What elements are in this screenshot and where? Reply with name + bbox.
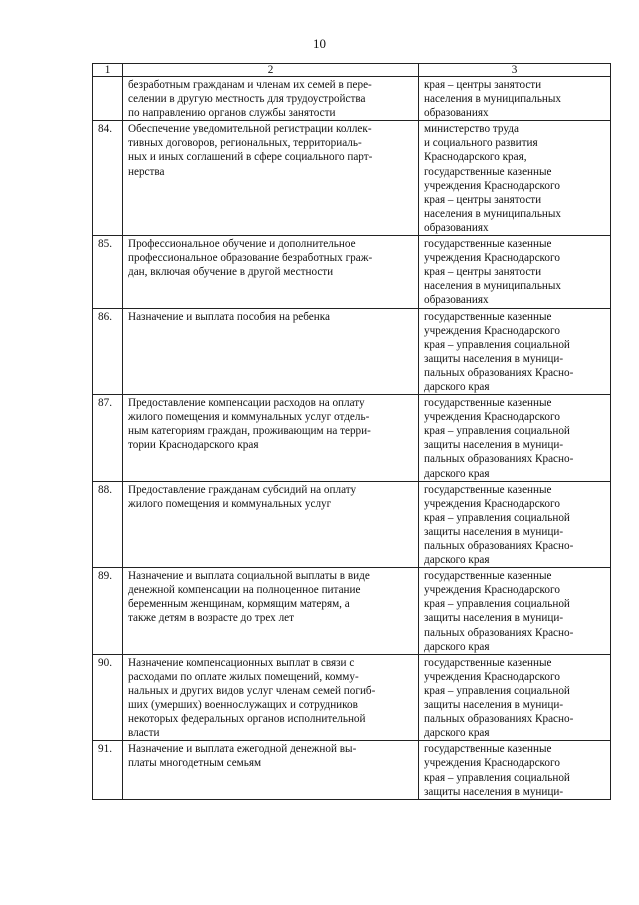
provider-text-line: края – управления социальной <box>424 425 570 438</box>
table-row <box>93 481 611 568</box>
header-col-3: 3 <box>419 64 611 77</box>
table-row <box>93 308 611 395</box>
service-text-line: Предоставление гражданам субсидий на оплату <box>128 483 357 496</box>
service-name-cell <box>123 236 419 308</box>
table-row <box>93 568 611 655</box>
provider-text-line: защиты населения в муници- <box>424 699 564 712</box>
provider-cell <box>419 395 611 482</box>
table-row <box>93 654 611 741</box>
row-number: 90. <box>93 654 123 741</box>
table-row <box>93 395 611 482</box>
provider-text-line: населения в муниципальных <box>424 280 562 293</box>
row-number: 86. <box>93 308 123 395</box>
provider-text-line: образованиях <box>424 107 489 120</box>
provider-cell <box>419 654 611 741</box>
provider-text-line: пальных образованиях Красно- <box>424 453 574 466</box>
service-name-cell <box>123 77 419 121</box>
table-header-row <box>93 64 611 77</box>
provider-text-line: дарского края <box>424 727 490 740</box>
service-text-line: жилого помещения и коммунальных услуг <box>128 497 332 510</box>
provider-text-line: учреждения Краснодарского <box>424 324 560 337</box>
provider-text-line: учреждения Краснодарского <box>424 497 560 510</box>
service-text-line: нерства <box>128 165 165 178</box>
provider-text-line: защиты населения в муници- <box>424 352 564 365</box>
service-name-cell <box>123 654 419 741</box>
table-row <box>93 741 611 799</box>
provider-text-line: пальных образованиях Красно- <box>424 366 574 379</box>
table-row <box>93 77 611 121</box>
row-number: 85. <box>93 236 123 308</box>
service-text-line: ным категориям граждан, проживающим на терри- <box>128 425 371 438</box>
provider-text-line: государственные казенные <box>424 165 552 178</box>
row-number: 87. <box>93 395 123 482</box>
provider-text-line: государственные казенные <box>424 483 552 496</box>
service-text-line: Обеспечение уведомительной регистрации коллек- <box>128 123 372 136</box>
service-name-cell <box>123 568 419 655</box>
provider-text-line: края – центры занятости <box>424 266 542 279</box>
provider-text-line: пальных образованиях Красно- <box>424 540 574 552</box>
service-name-cell <box>123 308 419 395</box>
provider-text-line: края – центры занятости <box>424 79 542 91</box>
provider-text-line: учреждения Краснодарского <box>424 411 560 424</box>
provider-text-line: учреждения Краснодарского <box>424 252 560 265</box>
provider-text-line: пальных образованиях Красно- <box>424 626 574 639</box>
service-text-line: безработным гражданам и членам их семей в пере- <box>128 79 372 91</box>
service-text-line: власти <box>128 727 160 740</box>
service-text-line: тории Краснодарского края <box>128 439 259 452</box>
header-col-1: 1 <box>93 64 123 77</box>
provider-cell <box>419 741 611 799</box>
row-number: 88. <box>93 481 123 568</box>
provider-text-line: населения в муниципальных <box>424 207 562 220</box>
row-number: 91. <box>93 741 123 799</box>
provider-text-line: края – управления социальной <box>424 684 570 697</box>
service-name-cell <box>123 481 419 568</box>
provider-text-line: Краснодарского края, <box>424 151 527 164</box>
service-text-line: платы многодетным семьям <box>128 757 262 770</box>
provider-text-line: защиты населения в муници- <box>424 525 564 538</box>
provider-text-line: защиты населения в муници- <box>424 785 564 798</box>
provider-text-line: пальных образованиях Красно- <box>424 713 574 726</box>
provider-text-line: государственные казенные <box>424 310 552 323</box>
provider-text-line: образованиях <box>424 221 489 234</box>
service-text-line: профессиональное образование безработных граж- <box>128 252 373 265</box>
services-table <box>92 63 611 800</box>
provider-text-line: образованиях <box>424 294 489 307</box>
service-text-line: Назначение и выплата пособия на ребенка <box>128 310 330 323</box>
provider-text-line: дарского края <box>424 467 490 480</box>
service-text-line: Предоставление компенсации расходов на оплату <box>128 397 365 410</box>
provider-text-line: государственные казенные <box>424 743 552 756</box>
provider-cell <box>419 236 611 308</box>
header-col-2: 2 <box>123 64 419 77</box>
provider-text-line: края – управления социальной <box>424 771 570 784</box>
provider-text-line: учреждения Краснодарского <box>424 670 560 683</box>
provider-cell <box>419 77 611 121</box>
provider-text-line: края – управления социальной <box>424 511 570 524</box>
service-text-line: Профессиональное обучение и дополнительное <box>128 238 356 251</box>
service-text-line: также детям в возрасте до трех лет <box>128 612 295 625</box>
provider-text-line: края – управления социальной <box>424 598 570 611</box>
provider-text-line: государственные казенные <box>424 238 552 251</box>
provider-cell <box>419 568 611 655</box>
provider-cell <box>419 481 611 568</box>
service-text-line: по направлению органов службы занятости <box>128 107 336 120</box>
provider-text-line: дарского края <box>424 380 490 393</box>
service-text-line: ных и иных соглашений в сфере социального парт- <box>128 151 373 164</box>
service-name-cell <box>123 121 419 236</box>
provider-text-line: защиты населения в муници- <box>424 612 564 625</box>
provider-text-line: государственные казенные <box>424 656 552 669</box>
provider-text-line: и социального развития <box>424 137 538 150</box>
provider-text-line: защиты населения в муници- <box>424 439 564 452</box>
provider-text-line: учреждения Краснодарского <box>424 179 560 192</box>
provider-text-line: населения в муниципальных <box>424 93 562 106</box>
page-number: 10 <box>313 36 326 51</box>
service-text-line: расходами по оплате жилых помещений, комму- <box>128 670 359 683</box>
provider-text-line: края – центры занятости <box>424 193 542 206</box>
provider-cell <box>419 121 611 236</box>
service-name-cell <box>123 395 419 482</box>
service-text-line: денежной компенсации на полноценное питание <box>128 584 361 597</box>
service-text-line: жилого помещения и коммунальных услуг отдель- <box>128 411 370 424</box>
service-text-line: Назначение и выплата ежегодной денежной вы- <box>128 743 357 756</box>
service-name-cell <box>123 741 419 799</box>
provider-text-line: дарского края <box>424 640 490 653</box>
provider-text-line: учреждения Краснодарского <box>424 757 560 770</box>
service-text-line: нальных и других видов услуг членам семей погиб- <box>128 684 376 697</box>
provider-text-line: государственные казенные <box>424 397 552 410</box>
provider-text-line: дарского края <box>424 554 490 567</box>
provider-text-line: государственные казенные <box>424 570 552 583</box>
row-number: 89. <box>93 568 123 655</box>
service-text-line: некоторых федеральных органов исполнительной <box>128 713 366 726</box>
table-row <box>93 121 611 236</box>
service-text-line: Назначение и выплата социальной выплаты в виде <box>128 570 370 583</box>
table-row <box>93 236 611 308</box>
provider-text-line: края – управления социальной <box>424 338 570 351</box>
service-text-line: дан, включая обучение в другой местности <box>128 266 334 279</box>
service-text-line: селении в другую местность для трудоустройства <box>128 93 366 106</box>
row-number: 84. <box>93 121 123 236</box>
provider-cell <box>419 308 611 395</box>
service-text-line: тивных договоров, региональных, территориаль- <box>128 137 362 150</box>
service-text-line: беременным женщинам, кормящим матерям, а <box>128 598 350 611</box>
service-text-line: ших (умерших) военнослужащих и сотрудников <box>128 699 358 712</box>
provider-text-line: министерство труда <box>424 123 519 136</box>
provider-text-line: учреждения Краснодарского <box>424 584 560 597</box>
service-text-line: Назначение компенсационных выплат в связи с <box>128 656 355 669</box>
row-number <box>93 77 123 121</box>
